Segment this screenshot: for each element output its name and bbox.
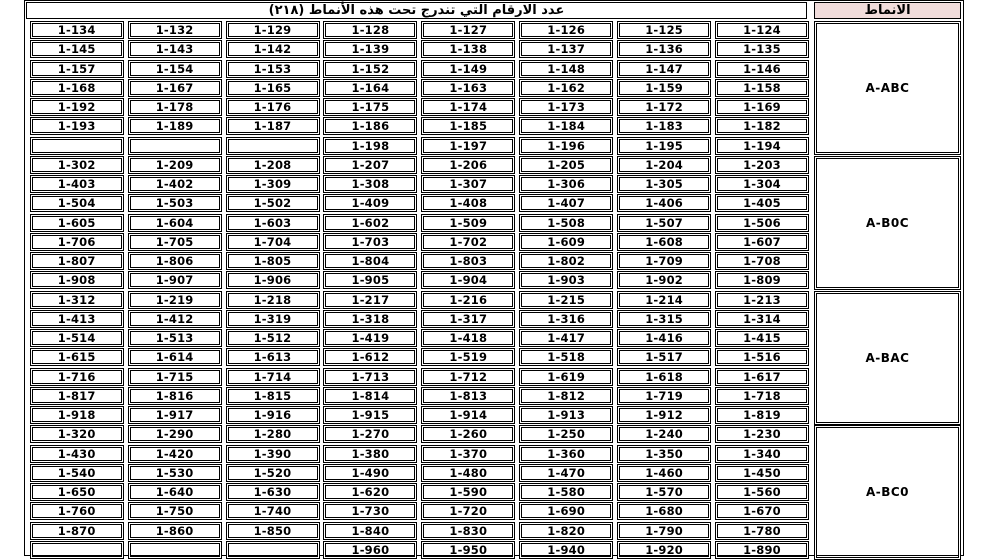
table-cell: 1-608 [617,233,711,251]
table-cell: 1-914 [421,406,515,424]
table-cell: 1-167 [128,79,222,97]
table-cell: 1-145 [30,40,124,58]
pattern-label: A-ABC [814,21,961,155]
table-cell: 1-420 [128,445,222,463]
table-row [26,252,809,270]
table-cell: 1-730 [323,502,417,520]
table-cell: 1-408 [421,194,515,212]
table-cell: 1-124 [715,21,809,39]
table-row [26,40,809,58]
table-cell: 1-158 [715,79,809,97]
table-cell: 1-184 [519,117,613,135]
table-cell: 1-340 [715,445,809,463]
table-cell: 1-617 [715,368,809,386]
table-cell: 1-430 [30,445,124,463]
table-cell: 1-197 [421,137,515,155]
table-cell: 1-806 [128,252,222,270]
table-cell: 1-194 [715,137,809,155]
table-cell: 1-840 [323,522,417,540]
table-cell: 1-903 [519,271,613,289]
table-cell: 1-215 [519,291,613,309]
table-cell: 1-290 [128,425,222,443]
table-cell: 1-502 [226,194,320,212]
table-cell: 1-207 [323,156,417,174]
table-cell: 1-270 [323,425,417,443]
table-row [26,137,809,155]
table-cell: 1-860 [128,522,222,540]
table-cell: 1-960 [323,541,417,559]
table-cell: 1-360 [519,445,613,463]
table-cell: 1-176 [226,98,320,116]
table-cell: 1-716 [30,368,124,386]
table-row [26,406,809,424]
table-cell: 1-159 [617,79,711,97]
pattern-label: A-B0C [814,156,961,290]
table-cell: 1-950 [421,541,515,559]
table-cell: 1-308 [323,175,417,193]
table-cell [30,541,124,559]
table-cell: 1-129 [226,21,320,39]
table-row [26,117,809,135]
table-cell: 1-409 [323,194,417,212]
table-row [26,156,809,174]
table-cell: 1-508 [519,214,613,232]
table-cell: 1-178 [128,98,222,116]
table-cell: 1-613 [226,348,320,366]
table-cell: 1-690 [519,502,613,520]
table-cell: 1-907 [128,271,222,289]
table-row [26,445,809,463]
table-cell: 1-603 [226,214,320,232]
table-cell: 1-503 [128,194,222,212]
table-cell: 1-316 [519,310,613,328]
table-cell: 1-514 [30,329,124,347]
table-cell: 1-590 [421,483,515,501]
table-cell: 1-809 [715,271,809,289]
table-cell: 1-703 [323,233,417,251]
table-row [26,464,809,482]
table-cell: 1-350 [617,445,711,463]
table-cell [226,541,320,559]
table-cell: 1-189 [128,117,222,135]
table-cell: 1-143 [128,40,222,58]
table-cell: 1-370 [421,445,515,463]
table-cell: 1-803 [421,252,515,270]
table-cell: 1-318 [323,310,417,328]
table-row [26,502,809,520]
table-cell: 1-390 [226,445,320,463]
table-cell: 1-602 [323,214,417,232]
table-cell: 1-912 [617,406,711,424]
table-cell: 1-402 [128,175,222,193]
table-cell: 1-306 [519,175,613,193]
table-cell: 1-162 [519,79,613,97]
table-cell: 1-148 [519,60,613,78]
table-cell: 1-817 [30,387,124,405]
table-cell: 1-619 [519,368,613,386]
table-cell: 1-920 [617,541,711,559]
patterns-column-title: الانماط [864,3,911,18]
table-row [26,483,809,501]
table-cell: 1-240 [617,425,711,443]
table-cell: 1-580 [519,483,613,501]
table-cell: 1-154 [128,60,222,78]
table-cell: 1-517 [617,348,711,366]
table-cell: 1-615 [30,348,124,366]
table-cell: 1-530 [128,464,222,482]
table-cell: 1-620 [323,483,417,501]
table-cell: 1-196 [519,137,613,155]
table-cell: 1-816 [128,387,222,405]
table-cell: 1-890 [715,541,809,559]
table-cell: 1-139 [323,40,417,58]
table-cell: 1-460 [617,464,711,482]
table-cell: 1-419 [323,329,417,347]
table-cell: 1-125 [617,21,711,39]
table-cell: 1-405 [715,194,809,212]
table-cell: 1-128 [323,21,417,39]
numbers-table-title: عدد الارقام التي تندرج تحت هذه الأنماط (٢١٨) [268,3,565,18]
table-cell: 1-819 [715,406,809,424]
table-cell: 1-905 [323,271,417,289]
table-cell: 1-870 [30,522,124,540]
table-cell: 1-850 [226,522,320,540]
table-cell: 1-418 [421,329,515,347]
table-cell: 1-142 [226,40,320,58]
table-row [26,368,809,386]
table-cell: 1-815 [226,387,320,405]
table-cell: 1-132 [128,21,222,39]
table-cell: 1-908 [30,271,124,289]
table-cell: 1-540 [30,464,124,482]
table-cell: 1-702 [421,233,515,251]
table-cell: 1-152 [323,60,417,78]
table-row [26,291,809,309]
table-row [26,21,809,39]
table-cell: 1-812 [519,387,613,405]
table-cell: 1-193 [30,117,124,135]
table-cell: 1-320 [30,425,124,443]
table-cell: 1-250 [519,425,613,443]
table-cell: 1-205 [519,156,613,174]
table-cell: 1-680 [617,502,711,520]
table-cell: 1-317 [421,310,515,328]
table-row [26,60,809,78]
table-cell: 1-126 [519,21,613,39]
table-cell: 1-612 [323,348,417,366]
table-cell: 1-204 [617,156,711,174]
table-cell: 1-174 [421,98,515,116]
table-cell: 1-708 [715,252,809,270]
table-cell: 1-214 [617,291,711,309]
table-cell: 1-280 [226,425,320,443]
table-cell: 1-187 [226,117,320,135]
table-cell: 1-136 [617,40,711,58]
numbers-table [26,2,809,557]
table-cell [226,137,320,155]
table-row [26,348,809,366]
pattern-label: A-BAC [814,291,961,425]
table-cell: 1-412 [128,310,222,328]
table-cell: 1-709 [617,252,711,270]
table-cell: 1-507 [617,214,711,232]
table-cell: 1-163 [421,79,515,97]
table-cell: 1-618 [617,368,711,386]
table-cell: 1-309 [226,175,320,193]
table-row [26,329,809,347]
table-cell: 1-175 [323,98,417,116]
table-cell: 1-209 [128,156,222,174]
table-cell: 1-718 [715,387,809,405]
table-cell: 1-902 [617,271,711,289]
table-cell: 1-417 [519,329,613,347]
table-cell: 1-219 [128,291,222,309]
table-cell: 1-217 [323,291,417,309]
table-cell: 1-169 [715,98,809,116]
table-cell: 1-820 [519,522,613,540]
table-cell: 1-614 [128,348,222,366]
table-cell: 1-415 [715,329,809,347]
table-cell: 1-164 [323,79,417,97]
table-cell: 1-509 [421,214,515,232]
patterns-column-header [814,2,961,19]
table-cell: 1-470 [519,464,613,482]
table-cell: 1-790 [617,522,711,540]
table-cell [128,137,222,155]
table-cell: 1-165 [226,79,320,97]
table-cell: 1-670 [715,502,809,520]
table-cell: 1-516 [715,348,809,366]
table-row [26,233,809,251]
table-cell: 1-706 [30,233,124,251]
table-row [26,175,809,193]
table-cell: 1-138 [421,40,515,58]
table-cell: 1-203 [715,156,809,174]
patterns-column [814,2,961,554]
table-cell: 1-740 [226,502,320,520]
table-cell: 1-319 [226,310,320,328]
table-cell: 1-149 [421,60,515,78]
table-cell: 1-519 [421,348,515,366]
table-cell: 1-513 [128,329,222,347]
table-cell: 1-230 [715,425,809,443]
table-cell: 1-712 [421,368,515,386]
table-cell: 1-630 [226,483,320,501]
table-row [26,310,809,328]
table-cell: 1-218 [226,291,320,309]
table-cell: 1-560 [715,483,809,501]
table-cell: 1-403 [30,175,124,193]
table-cell: 1-609 [519,233,613,251]
table-cell: 1-315 [617,310,711,328]
table-cell: 1-640 [128,483,222,501]
table-cell: 1-413 [30,310,124,328]
table-cell: 1-705 [128,233,222,251]
numbers-table-header [26,2,807,19]
table-cell: 1-135 [715,40,809,58]
table-cell: 1-137 [519,40,613,58]
table-cell: 1-213 [715,291,809,309]
table-row [26,79,809,97]
table-cell: 1-490 [323,464,417,482]
table-cell: 1-504 [30,194,124,212]
table-cell: 1-814 [323,387,417,405]
table-cell: 1-714 [226,368,320,386]
table-cell: 1-192 [30,98,124,116]
table-cell: 1-407 [519,194,613,212]
table-cell: 1-807 [30,252,124,270]
table-cell: 1-719 [617,387,711,405]
table-cell: 1-153 [226,60,320,78]
table-cell: 1-206 [421,156,515,174]
table-cell: 1-157 [30,60,124,78]
table-cell: 1-185 [421,117,515,135]
table-cell: 1-380 [323,445,417,463]
table-cell: 1-406 [617,194,711,212]
table-cell: 1-305 [617,175,711,193]
table-cell: 1-260 [421,425,515,443]
table-cell: 1-198 [323,137,417,155]
table-cell: 1-216 [421,291,515,309]
table-cell: 1-134 [30,21,124,39]
table-cell: 1-195 [617,137,711,155]
table-cell: 1-146 [715,60,809,78]
table-cell: 1-715 [128,368,222,386]
table-row [26,98,809,116]
table-cell: 1-314 [715,310,809,328]
table-cell: 1-147 [617,60,711,78]
table-cell: 1-805 [226,252,320,270]
table-cell: 1-506 [715,214,809,232]
table-cell: 1-605 [30,214,124,232]
table-row [26,425,809,443]
table-row [26,522,809,540]
table-cell: 1-813 [421,387,515,405]
table-cell: 1-604 [128,214,222,232]
table-cell: 1-312 [30,291,124,309]
table-cell: 1-416 [617,329,711,347]
table-cell: 1-915 [323,406,417,424]
table-cell: 1-830 [421,522,515,540]
table-cell: 1-913 [519,406,613,424]
table-cell: 1-520 [226,464,320,482]
table-cell: 1-720 [421,502,515,520]
table-cell: 1-906 [226,271,320,289]
table-cell: 1-760 [30,502,124,520]
table-row [26,194,809,212]
table-cell: 1-186 [323,117,417,135]
table-cell: 1-917 [128,406,222,424]
table-cell: 1-168 [30,79,124,97]
table-cell: 1-650 [30,483,124,501]
table-cell: 1-607 [715,233,809,251]
table-cell: 1-480 [421,464,515,482]
table-cell: 1-182 [715,117,809,135]
table-cell: 1-512 [226,329,320,347]
table-cell [128,541,222,559]
table-cell: 1-750 [128,502,222,520]
table-cell: 1-173 [519,98,613,116]
table-cell: 1-302 [30,156,124,174]
table-cell: 1-918 [30,406,124,424]
table-cell [30,137,124,155]
table-cell: 1-916 [226,406,320,424]
table-cell: 1-704 [226,233,320,251]
table-cell: 1-804 [323,252,417,270]
table-cell: 1-518 [519,348,613,366]
table-cell: 1-304 [715,175,809,193]
table-cell: 1-127 [421,21,515,39]
table-cell: 1-802 [519,252,613,270]
table-cell: 1-183 [617,117,711,135]
table-cell: 1-450 [715,464,809,482]
table-cell: 1-713 [323,368,417,386]
table-cell: 1-172 [617,98,711,116]
table-cell: 1-570 [617,483,711,501]
table-row [26,387,809,405]
pattern-label: A-BC0 [814,425,961,559]
table-cell: 1-208 [226,156,320,174]
table-cell: 1-940 [519,541,613,559]
table-row [26,271,809,289]
table-cell: 1-904 [421,271,515,289]
table-row [26,541,809,559]
table-row [26,214,809,232]
table-cell: 1-780 [715,522,809,540]
table-cell: 1-307 [421,175,515,193]
